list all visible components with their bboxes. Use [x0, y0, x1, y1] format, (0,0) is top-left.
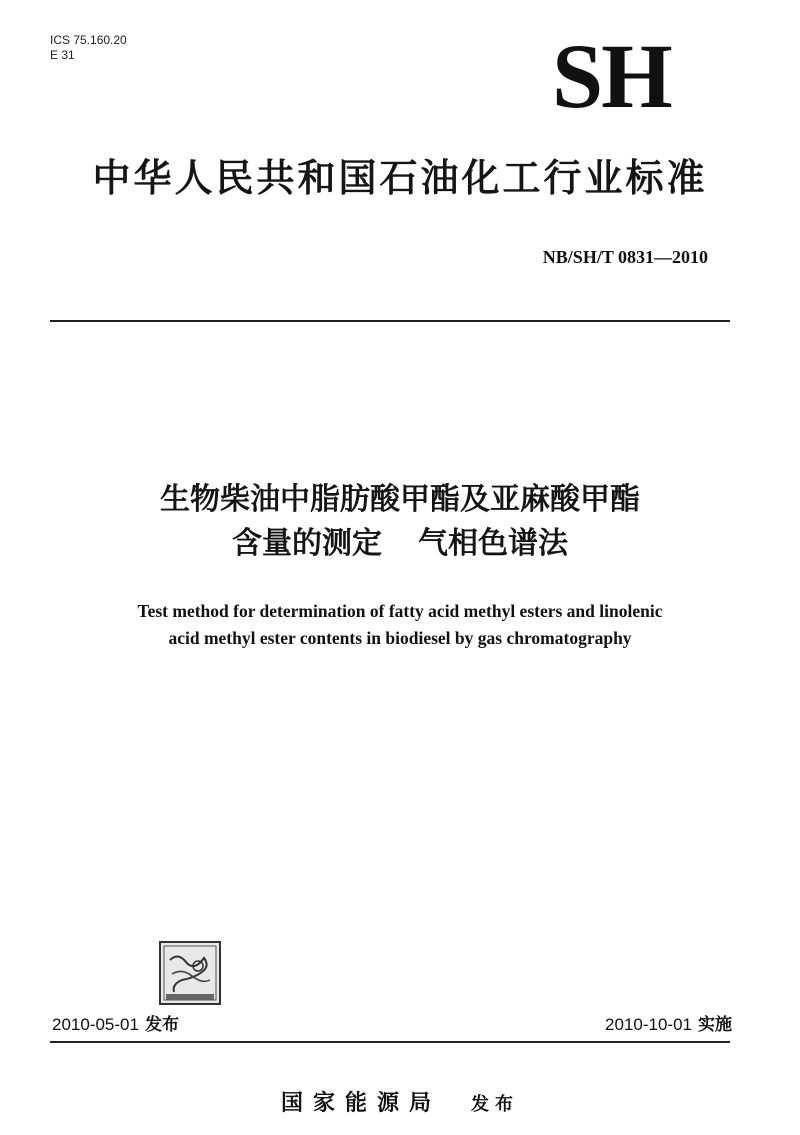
issue-date	[52, 1014, 179, 1036]
implementation-date-label: 实施	[698, 1015, 732, 1035]
english-title-line-2: acid methyl ester contents in biodiesel by gas chromatography	[168, 628, 632, 648]
standard-number: NB/SH/T 0831—2010	[542, 247, 708, 267]
publisher-action: 发布	[471, 1094, 519, 1115]
chinese-title-line-1: 生物柴油中脂肪酸甲酯及亚麻酸甲酯	[160, 482, 640, 517]
chinese-title	[0, 478, 800, 566]
publisher	[0, 1090, 800, 1119]
publication-seal-icon	[158, 940, 222, 1006]
ccs-code: E 31	[50, 48, 75, 62]
english-title-line-1: Test method for determination of fatty acid methyl esters and linolenic	[137, 601, 663, 621]
sh-logo: SH	[552, 25, 671, 127]
chinese-title-line-2	[0, 522, 800, 566]
issue-date-label: 发布	[144, 1015, 179, 1035]
implementation-date	[605, 1014, 732, 1036]
top-divider	[50, 320, 730, 322]
publisher-name: 国家能源局	[280, 1091, 441, 1116]
implementation-date-value: 2010-10-01	[605, 1015, 692, 1034]
organization-title: 中华人民共和国石油化工行业标准	[92, 156, 708, 200]
english-title	[0, 598, 800, 652]
issue-date-value: 2010-05-01	[52, 1015, 139, 1034]
bottom-divider	[50, 1041, 730, 1043]
classification-codes	[50, 33, 127, 63]
chinese-title-line-2-part-1: 含量的测定	[232, 526, 382, 561]
chinese-title-line-2-part-2: 气相色谱法	[418, 526, 568, 561]
ics-code: ICS 75.160.20	[50, 33, 127, 47]
